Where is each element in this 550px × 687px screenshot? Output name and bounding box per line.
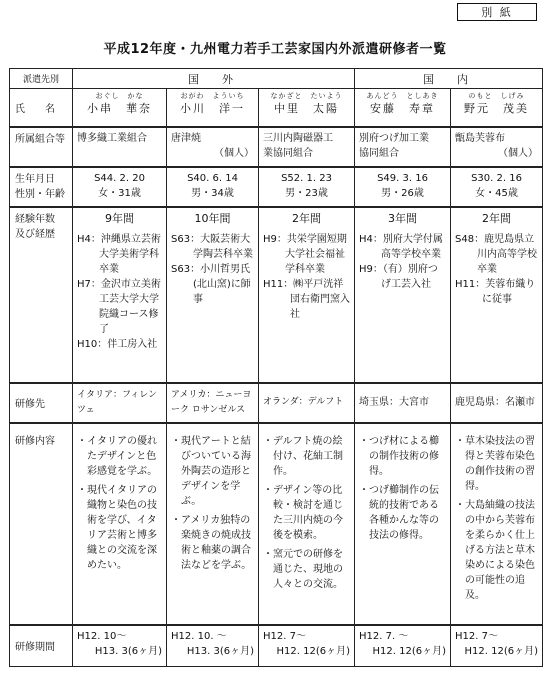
sex-age: 女・31歳 <box>98 187 141 199</box>
person-name-cell <box>259 89 355 127</box>
destination-cell: オランダ：デルフト <box>259 383 355 423</box>
content-item: ・つげ櫛制作の伝統的技術である各種かんな等の技法の修得。 <box>359 484 440 541</box>
name-row <box>10 89 543 127</box>
org-line: 別府つげ加工業 <box>359 132 430 144</box>
label-org: 所属組合等 <box>10 127 73 167</box>
years: 2年間 <box>482 211 512 225</box>
period-end: H12. 12(6ヶ月) <box>372 645 447 657</box>
label-content: 研修内容 <box>10 423 73 625</box>
content-cell <box>167 423 259 625</box>
person-name-cell <box>167 89 259 127</box>
career-cell <box>259 207 355 383</box>
label-name: 氏 名 <box>10 89 73 127</box>
sex-age: 女・45歳 <box>475 187 518 199</box>
career-cell <box>355 207 451 383</box>
label-sex-age: 性別・年齢 <box>15 188 65 200</box>
destination-row <box>10 383 543 423</box>
career-item: S63：大阪芸術大学陶芸科卒業 <box>171 233 253 260</box>
org-cell <box>259 127 355 167</box>
period-start: H12. 7. ～ <box>359 630 409 642</box>
career-item: H4：沖縄県立芸術大学美術学科卒業 <box>77 233 161 275</box>
document-title: 平成12年度・九州電力若手工芸家国内外派遣研修者一覧 <box>103 42 447 57</box>
header-domestic: 国 内 <box>355 69 543 89</box>
destination-cell: イタリア：フィレンツェ <box>73 383 167 423</box>
birth-date: S30. 2. 16 <box>471 172 522 184</box>
career-item: S63：小川哲男氏(北山窯)に師事 <box>171 263 251 305</box>
label-birth-age <box>10 167 73 207</box>
org-line: 協同組合 <box>359 147 400 159</box>
person-name: 小川 洋一 <box>180 102 245 115</box>
content-item: ・草木染技法の習得と芙蓉布染色の創作技術の習得。 <box>455 435 536 492</box>
career-cell <box>73 207 167 383</box>
experience-row <box>10 207 543 383</box>
org-cell <box>355 127 451 167</box>
period-cell <box>451 625 543 667</box>
sex-age: 男・34歳 <box>191 187 234 199</box>
career-cell <box>451 207 543 383</box>
period-cell <box>73 625 167 667</box>
period-end: H12. 12(6ヶ月) <box>276 645 351 657</box>
career-item: H10：伴工房入社 <box>77 338 158 350</box>
content-item: ・現代イタリアの織物と染色の技術を学び、イタリア芸術と博多織との交流を深めたい。 <box>77 484 157 571</box>
header-abroad: 国 外 <box>73 69 355 89</box>
birth-date: S40. 6. 14 <box>187 172 238 184</box>
period-cell <box>355 625 451 667</box>
career-item: H11：㈱平戸洸祥団右衛門窯入社 <box>263 278 350 320</box>
career-item: S48：鹿児島県立川内高等学校卒業 <box>455 233 538 275</box>
sex-age: 男・26歳 <box>381 187 424 199</box>
name-reading: おがわ よういち <box>180 92 245 100</box>
destination-cell: アメリカ：ニューヨーク ロサンゼルス <box>167 383 259 423</box>
org-line: 業協同組合 <box>263 147 313 159</box>
trainee-table <box>9 68 543 667</box>
person-name-cell <box>355 89 451 127</box>
period-start: H12. 7～ <box>263 630 306 642</box>
years: 10年間 <box>194 211 231 225</box>
org-line: 甑島芙蓉布 <box>455 132 506 144</box>
name-reading: なかざと たいよう <box>270 92 343 100</box>
years: 3年間 <box>388 211 418 225</box>
org-cell <box>451 127 543 167</box>
name-reading: あんどう としあき <box>366 92 439 100</box>
career-item: H4：別府大学付属高等学校卒業 <box>359 233 443 260</box>
label-period: 研修期間 <box>10 625 73 667</box>
destination-cell: 埼玉県：大宮市 <box>355 383 451 423</box>
content-cell <box>73 423 167 625</box>
content-item: ・デルフト焼の絵付け、花紬工制作。 <box>263 435 343 477</box>
career-cell <box>167 207 259 383</box>
org-note: （個人） <box>214 147 254 159</box>
org-cell <box>167 127 259 167</box>
years: 2年間 <box>292 211 321 225</box>
label-career: 及び経歴 <box>15 228 55 240</box>
content-item: ・大島紬織の技法の中から芙蓉布を柔らかく仕上げる方法と草木染めによる染色の可能性の追及。 <box>455 499 536 601</box>
birth-cell <box>167 167 259 207</box>
person-name: 安藤 寿章 <box>370 102 436 115</box>
birth-row <box>10 167 543 207</box>
attachment-stamp: 別 紙 <box>457 3 537 21</box>
label-exp-years: 経験年数 <box>15 213 55 225</box>
content-row <box>10 423 543 625</box>
period-start: H12. 7～ <box>455 630 498 642</box>
career-item: H7：金沢市立美術工芸大学大学院織コース修了 <box>77 278 161 335</box>
sex-age: 男・23歳 <box>285 187 328 199</box>
period-cell <box>259 625 355 667</box>
period-end: H13. 3(6ヶ月) <box>186 645 254 657</box>
period-start: H12. 10～ <box>77 630 127 642</box>
content-cell <box>259 423 355 625</box>
org-note: （個人） <box>498 147 539 159</box>
birth-date: S44. 2. 20 <box>94 172 145 184</box>
org-line: 三川内陶磁器工 <box>263 132 333 144</box>
career-item: H9：（有）別府つげ工芸入社 <box>359 263 438 290</box>
birth-date: S49. 3. 16 <box>377 172 428 184</box>
header-corner: 派遣先別 <box>10 69 73 89</box>
birth-cell <box>451 167 543 207</box>
name-reading: おぐし かな <box>95 92 144 100</box>
birth-cell <box>259 167 355 207</box>
career-item: H11：芙蓉布織りに従事 <box>455 278 536 305</box>
person-name: 中里 太陽 <box>274 102 339 115</box>
destination-cell: 鹿児島県：名瀬市 <box>451 383 543 423</box>
label-destination: 研修先 <box>10 383 73 423</box>
org-line: 博多織工業組合 <box>77 132 147 144</box>
label-birth: 生年月日 <box>15 173 55 185</box>
period-cell <box>167 625 259 667</box>
org-row <box>10 127 543 167</box>
birth-date: S52. 1. 23 <box>281 172 332 184</box>
period-start: H12. 10. ～ <box>171 630 227 642</box>
content-item: ・つげ材による櫛の制作技術の修得。 <box>359 435 440 477</box>
org-line: 唐津焼 <box>171 132 201 144</box>
content-item: ・現代アートと結びついている海外陶芸の造形とデザインを学ぶ。 <box>171 435 251 507</box>
content-item: ・アメリカ独特の楽焼きの焼成技術と釉薬の調合法などを学ぶ。 <box>171 514 252 571</box>
career-item: H9：共栄学園短期大学社会福祉学科卒業 <box>263 233 347 275</box>
period-end: H12. 12(6ヶ月) <box>464 645 539 657</box>
name-reading: のもと しげみ <box>468 92 525 100</box>
content-item: ・窯元での研修を通じた、現地の人々との交流。 <box>263 548 343 590</box>
person-name: 小串 華奈 <box>87 102 152 115</box>
content-cell <box>451 423 543 625</box>
period-end: H13. 3(6ヶ月) <box>94 645 162 657</box>
birth-cell <box>355 167 451 207</box>
content-cell <box>355 423 451 625</box>
label-experience <box>10 207 73 383</box>
person-name-cell <box>73 89 167 127</box>
org-cell <box>73 127 167 167</box>
birth-cell <box>73 167 167 207</box>
content-item: ・デザイン等の比較・検討を通じた三川内焼の今後を模索。 <box>263 484 343 541</box>
period-row <box>10 625 543 667</box>
content-item: ・イタリアの優れたデザインと色彩感覚を学ぶ。 <box>77 435 158 477</box>
person-name-cell <box>451 89 543 127</box>
person-name: 野元 茂美 <box>464 102 530 115</box>
years: 9年間 <box>105 211 134 225</box>
